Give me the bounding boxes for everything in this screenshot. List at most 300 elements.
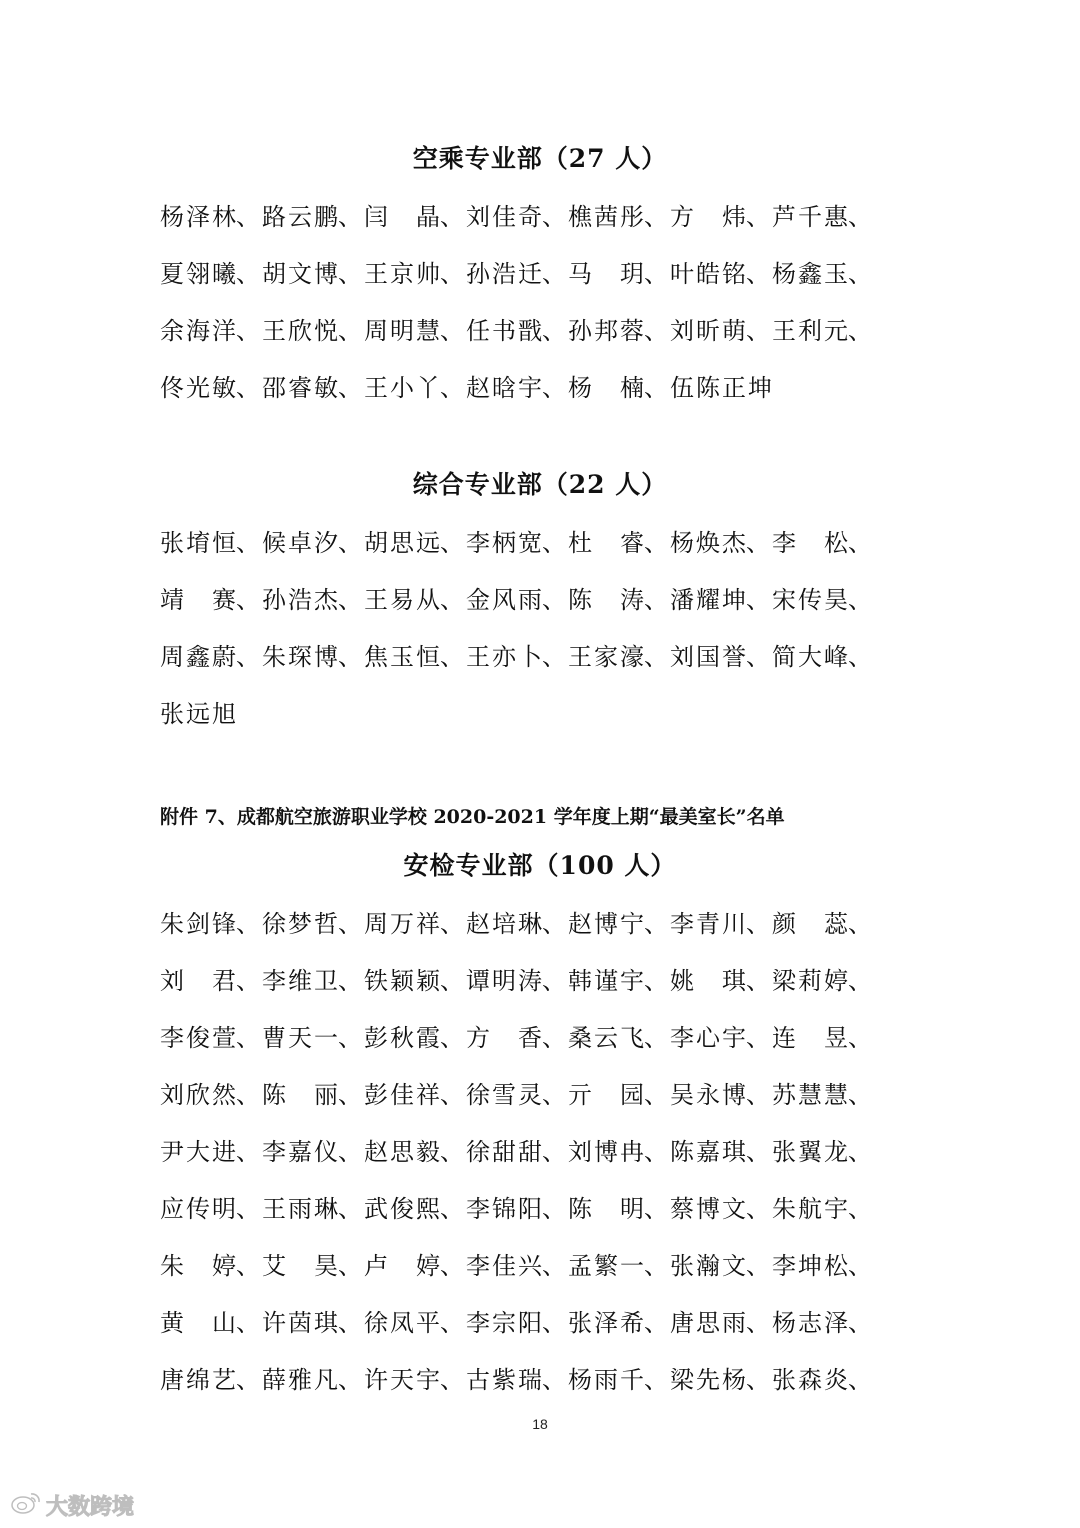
name-entry bbox=[670, 1134, 772, 1170]
name-separator: 、 bbox=[848, 967, 872, 995]
person-name: 杨志泽 bbox=[772, 1309, 848, 1337]
name-entry bbox=[262, 1077, 364, 1113]
person-name: 刘博冉 bbox=[568, 1138, 644, 1166]
name-separator: 、 bbox=[746, 1366, 770, 1394]
watermark bbox=[10, 1490, 134, 1520]
name-separator: 、 bbox=[236, 1309, 260, 1337]
name-row bbox=[160, 1191, 880, 1227]
person-name: 应传明 bbox=[160, 1195, 236, 1223]
name-row bbox=[160, 1248, 880, 1284]
name-separator: 、 bbox=[746, 643, 770, 671]
person-name: 徐凤平 bbox=[364, 1309, 440, 1337]
person-name: 张森炎 bbox=[772, 1366, 848, 1394]
person-name: 朱婷 bbox=[160, 1252, 236, 1280]
name-separator: 、 bbox=[644, 260, 668, 288]
name-row bbox=[160, 199, 880, 235]
name-entry bbox=[466, 199, 568, 235]
name-separator: 、 bbox=[236, 1366, 260, 1394]
person-name: 胡文博 bbox=[262, 260, 338, 288]
name-entry bbox=[160, 963, 262, 999]
name-row bbox=[160, 1077, 880, 1113]
name-separator: 、 bbox=[338, 910, 362, 938]
name-separator: 、 bbox=[236, 1138, 260, 1166]
name-entry bbox=[364, 1305, 466, 1341]
name-separator: 、 bbox=[542, 1024, 566, 1052]
person-name: 赵思毅 bbox=[364, 1138, 440, 1166]
name-separator: 、 bbox=[440, 317, 464, 345]
name-separator: 、 bbox=[644, 1252, 668, 1280]
name-separator: 、 bbox=[542, 910, 566, 938]
person-name: 刘佳奇 bbox=[466, 203, 542, 231]
name-entry bbox=[364, 199, 466, 235]
name-entry bbox=[670, 906, 772, 942]
name-entry bbox=[262, 582, 364, 618]
name-entry bbox=[670, 1020, 772, 1056]
name-entry bbox=[670, 370, 772, 406]
watermark-text: 大数跨境 bbox=[46, 1494, 135, 1520]
person-name: 杜睿 bbox=[568, 529, 644, 557]
person-name: 路云鹏 bbox=[262, 203, 338, 231]
name-separator: 、 bbox=[440, 1252, 464, 1280]
person-name: 樵茜彤 bbox=[568, 203, 644, 231]
person-name: 孟繁一 bbox=[568, 1252, 644, 1280]
name-separator: 、 bbox=[644, 317, 668, 345]
name-entry bbox=[160, 582, 262, 618]
person-name: 李坤松 bbox=[772, 1252, 848, 1280]
person-name: 杨楠 bbox=[568, 374, 644, 402]
name-separator: 、 bbox=[848, 643, 872, 671]
section-heading: 安检专业部（100 人） bbox=[403, 851, 677, 880]
person-name: 徐甜甜 bbox=[466, 1138, 542, 1166]
name-separator: 、 bbox=[338, 317, 362, 345]
person-name: 陈丽 bbox=[262, 1081, 338, 1109]
person-name: 伍陈正坤 bbox=[670, 374, 772, 402]
person-name: 陈涛 bbox=[568, 586, 644, 614]
person-name: 焦玉恒 bbox=[364, 643, 440, 671]
name-separator: 、 bbox=[746, 1195, 770, 1223]
name-separator: 、 bbox=[644, 1138, 668, 1166]
name-entry bbox=[160, 1134, 262, 1170]
person-name: 周明慧 bbox=[364, 317, 440, 345]
name-entry bbox=[364, 313, 466, 349]
name-entry bbox=[670, 313, 772, 349]
name-entry bbox=[160, 370, 262, 406]
name-separator: 、 bbox=[236, 1081, 260, 1109]
name-separator: 、 bbox=[338, 643, 362, 671]
person-name: 李松 bbox=[772, 529, 848, 557]
name-entry bbox=[568, 370, 670, 406]
name-row bbox=[160, 525, 880, 561]
person-name: 吴永博 bbox=[670, 1081, 746, 1109]
name-separator: 、 bbox=[542, 374, 566, 402]
person-name: 武俊熙 bbox=[364, 1195, 440, 1223]
name-row bbox=[160, 313, 880, 349]
name-entry bbox=[670, 1305, 772, 1341]
name-entry bbox=[160, 1191, 262, 1227]
person-name: 王家濠 bbox=[568, 643, 644, 671]
name-separator: 、 bbox=[848, 1024, 872, 1052]
name-separator: 、 bbox=[848, 1366, 872, 1394]
name-entry bbox=[772, 199, 874, 235]
name-separator: 、 bbox=[848, 260, 872, 288]
person-name: 潘耀坤 bbox=[670, 586, 746, 614]
name-separator: 、 bbox=[440, 1024, 464, 1052]
name-separator: 、 bbox=[440, 967, 464, 995]
name-separator: 、 bbox=[440, 529, 464, 557]
person-name: 刘昕萌 bbox=[670, 317, 746, 345]
name-separator: 、 bbox=[644, 1024, 668, 1052]
person-name: 李俊萱 bbox=[160, 1024, 236, 1052]
name-entry bbox=[772, 906, 874, 942]
name-entry bbox=[364, 256, 466, 292]
name-entry bbox=[466, 1020, 568, 1056]
name-separator: 、 bbox=[236, 1195, 260, 1223]
name-separator: 、 bbox=[338, 586, 362, 614]
name-entry bbox=[772, 1191, 874, 1227]
name-row bbox=[160, 256, 880, 292]
name-row bbox=[160, 1020, 880, 1056]
name-separator: 、 bbox=[542, 643, 566, 671]
name-separator: 、 bbox=[644, 910, 668, 938]
person-name: 徐梦哲 bbox=[262, 910, 338, 938]
person-name: 邵睿敏 bbox=[262, 374, 338, 402]
name-separator: 、 bbox=[542, 1138, 566, 1166]
name-entry bbox=[568, 1020, 670, 1056]
person-name: 赵培琳 bbox=[466, 910, 542, 938]
person-name: 艾昊 bbox=[262, 1252, 338, 1280]
person-name: 李维卫 bbox=[262, 967, 338, 995]
person-name: 刘君 bbox=[160, 967, 236, 995]
name-entry bbox=[160, 1362, 262, 1398]
section-heading: 综合专业部（22 人） bbox=[412, 470, 668, 499]
name-separator: 、 bbox=[848, 1195, 872, 1223]
name-separator: 、 bbox=[644, 203, 668, 231]
name-entry bbox=[568, 963, 670, 999]
name-separator: 、 bbox=[746, 910, 770, 938]
name-entry bbox=[160, 1020, 262, 1056]
person-name: 曹天一 bbox=[262, 1024, 338, 1052]
person-name: 张远旭 bbox=[160, 700, 236, 728]
name-separator: 、 bbox=[440, 1195, 464, 1223]
person-name: 王易从 bbox=[364, 586, 440, 614]
person-name: 宋传昊 bbox=[772, 586, 848, 614]
name-entry bbox=[262, 1362, 364, 1398]
name-separator: 、 bbox=[746, 1252, 770, 1280]
name-entry bbox=[160, 906, 262, 942]
name-separator: 、 bbox=[338, 529, 362, 557]
name-separator: 、 bbox=[338, 260, 362, 288]
name-entry bbox=[262, 1248, 364, 1284]
name-separator: 、 bbox=[338, 1138, 362, 1166]
person-name: 韩谨宇 bbox=[568, 967, 644, 995]
name-entry bbox=[364, 1020, 466, 1056]
person-name: 梁莉婷 bbox=[772, 967, 848, 995]
name-entry bbox=[568, 582, 670, 618]
name-entry bbox=[670, 1248, 772, 1284]
person-name: 徐雪灵 bbox=[466, 1081, 542, 1109]
name-row bbox=[160, 696, 880, 732]
person-name: 王小丫 bbox=[364, 374, 440, 402]
name-separator: 、 bbox=[440, 586, 464, 614]
name-separator: 、 bbox=[440, 910, 464, 938]
name-entry bbox=[466, 1362, 568, 1398]
name-entry bbox=[568, 906, 670, 942]
name-entry bbox=[364, 1134, 466, 1170]
name-separator: 、 bbox=[746, 317, 770, 345]
name-entry bbox=[262, 639, 364, 675]
name-row bbox=[160, 370, 880, 406]
name-separator: 、 bbox=[542, 1366, 566, 1394]
person-name: 陈嘉琪 bbox=[670, 1138, 746, 1166]
name-entry bbox=[670, 582, 772, 618]
person-name: 马玥 bbox=[568, 260, 644, 288]
person-name: 苏慧慧 bbox=[772, 1081, 848, 1109]
person-name: 李宗阳 bbox=[466, 1309, 542, 1337]
name-separator: 、 bbox=[746, 586, 770, 614]
name-separator: 、 bbox=[440, 1309, 464, 1337]
person-name: 彭秋霞 bbox=[364, 1024, 440, 1052]
person-name: 赵博宁 bbox=[568, 910, 644, 938]
name-entry bbox=[772, 1020, 874, 1056]
name-separator: 、 bbox=[236, 910, 260, 938]
name-entry bbox=[772, 1305, 874, 1341]
name-separator: 、 bbox=[338, 374, 362, 402]
name-entry bbox=[568, 1305, 670, 1341]
name-entry bbox=[568, 525, 670, 561]
name-separator: 、 bbox=[644, 529, 668, 557]
person-name: 姚琪 bbox=[670, 967, 746, 995]
name-separator: 、 bbox=[746, 203, 770, 231]
name-separator: 、 bbox=[236, 643, 260, 671]
name-separator: 、 bbox=[440, 203, 464, 231]
name-separator: 、 bbox=[848, 1252, 872, 1280]
name-entry bbox=[772, 1248, 874, 1284]
person-name: 古紫瑞 bbox=[466, 1366, 542, 1394]
person-name: 朱剑锋 bbox=[160, 910, 236, 938]
name-entry bbox=[466, 313, 568, 349]
person-name: 王亦卜 bbox=[466, 643, 542, 671]
name-entry bbox=[262, 963, 364, 999]
name-entry bbox=[160, 1248, 262, 1284]
person-name: 陈明 bbox=[568, 1195, 644, 1223]
name-separator: 、 bbox=[338, 1195, 362, 1223]
name-separator: 、 bbox=[338, 967, 362, 995]
name-entry bbox=[160, 199, 262, 235]
name-separator: 、 bbox=[848, 1081, 872, 1109]
name-entry bbox=[262, 199, 364, 235]
name-separator: 、 bbox=[338, 1252, 362, 1280]
person-name: 尹大进 bbox=[160, 1138, 236, 1166]
name-entry bbox=[364, 370, 466, 406]
name-entry bbox=[466, 1077, 568, 1113]
name-entry bbox=[466, 525, 568, 561]
name-separator: 、 bbox=[542, 967, 566, 995]
name-entry bbox=[364, 906, 466, 942]
name-separator: 、 bbox=[542, 1309, 566, 1337]
name-entry bbox=[670, 1077, 772, 1113]
name-separator: 、 bbox=[236, 1252, 260, 1280]
name-entry bbox=[262, 1191, 364, 1227]
person-name: 张泽希 bbox=[568, 1309, 644, 1337]
name-entry bbox=[364, 525, 466, 561]
name-separator: 、 bbox=[236, 260, 260, 288]
name-separator: 、 bbox=[848, 203, 872, 231]
name-entry bbox=[772, 313, 874, 349]
name-entry bbox=[568, 639, 670, 675]
person-name: 刘欣然 bbox=[160, 1081, 236, 1109]
person-name: 闫晶 bbox=[364, 203, 440, 231]
name-entry bbox=[262, 313, 364, 349]
name-entry bbox=[364, 1077, 466, 1113]
name-entry bbox=[262, 1020, 364, 1056]
name-row bbox=[160, 963, 880, 999]
name-entry bbox=[568, 1191, 670, 1227]
name-entry bbox=[772, 1362, 874, 1398]
name-entry bbox=[670, 1362, 772, 1398]
name-entry bbox=[262, 1305, 364, 1341]
person-name: 胡思远 bbox=[364, 529, 440, 557]
person-name: 颜蕊 bbox=[772, 910, 848, 938]
name-entry bbox=[670, 963, 772, 999]
name-separator: 、 bbox=[236, 529, 260, 557]
name-entry bbox=[568, 1134, 670, 1170]
name-entry bbox=[568, 199, 670, 235]
name-separator: 、 bbox=[440, 374, 464, 402]
name-row bbox=[160, 639, 880, 675]
name-entry bbox=[262, 525, 364, 561]
name-entry bbox=[466, 963, 568, 999]
name-separator: 、 bbox=[746, 1138, 770, 1166]
name-separator: 、 bbox=[644, 586, 668, 614]
name-separator: 、 bbox=[338, 1081, 362, 1109]
person-name: 李心宇 bbox=[670, 1024, 746, 1052]
name-entry bbox=[670, 1191, 772, 1227]
name-separator: 、 bbox=[440, 260, 464, 288]
person-name: 任书戬 bbox=[466, 317, 542, 345]
name-row bbox=[160, 1362, 880, 1398]
person-name: 朱琛博 bbox=[262, 643, 338, 671]
name-entry bbox=[772, 963, 874, 999]
name-entry bbox=[262, 370, 364, 406]
name-entry bbox=[466, 582, 568, 618]
name-row bbox=[160, 906, 880, 942]
person-name: 李青川 bbox=[670, 910, 746, 938]
person-name: 杨泽林 bbox=[160, 203, 236, 231]
name-entry bbox=[670, 639, 772, 675]
name-separator: 、 bbox=[644, 643, 668, 671]
name-separator: 、 bbox=[236, 586, 260, 614]
name-separator: 、 bbox=[644, 1309, 668, 1337]
name-separator: 、 bbox=[644, 1081, 668, 1109]
person-name: 彭佳祥 bbox=[364, 1081, 440, 1109]
name-separator: 、 bbox=[542, 1081, 566, 1109]
name-entry bbox=[772, 1134, 874, 1170]
person-name: 杨鑫玉 bbox=[772, 260, 848, 288]
person-name: 金风雨 bbox=[466, 586, 542, 614]
name-entry bbox=[568, 1248, 670, 1284]
name-separator: 、 bbox=[848, 1309, 872, 1337]
name-row bbox=[160, 1134, 880, 1170]
person-name: 王雨琳 bbox=[262, 1195, 338, 1223]
name-separator: 、 bbox=[440, 1081, 464, 1109]
person-name: 佟光敏 bbox=[160, 374, 236, 402]
person-name: 孙浩迁 bbox=[466, 260, 542, 288]
name-entry bbox=[364, 963, 466, 999]
name-entry bbox=[364, 582, 466, 618]
person-name: 朱航宇 bbox=[772, 1195, 848, 1223]
person-name: 李柄宽 bbox=[466, 529, 542, 557]
person-name: 许天宇 bbox=[364, 1366, 440, 1394]
name-separator: 、 bbox=[746, 1081, 770, 1109]
name-separator: 、 bbox=[338, 1309, 362, 1337]
name-entry bbox=[262, 256, 364, 292]
name-entry bbox=[670, 525, 772, 561]
name-separator: 、 bbox=[338, 1366, 362, 1394]
person-name: 李佳兴 bbox=[466, 1252, 542, 1280]
name-entry bbox=[364, 1248, 466, 1284]
person-name: 谭明涛 bbox=[466, 967, 542, 995]
name-entry bbox=[364, 1191, 466, 1227]
person-name: 杨焕杰 bbox=[670, 529, 746, 557]
name-entry bbox=[772, 582, 874, 618]
name-separator: 、 bbox=[848, 529, 872, 557]
name-entry bbox=[160, 256, 262, 292]
person-name: 李锦阳 bbox=[466, 1195, 542, 1223]
name-entry bbox=[160, 313, 262, 349]
name-entry bbox=[466, 1191, 568, 1227]
name-separator: 、 bbox=[542, 529, 566, 557]
section-heading: 空乘专业部（27 人） bbox=[412, 144, 668, 173]
person-name: 简大峰 bbox=[772, 643, 848, 671]
person-name: 蔡博文 bbox=[670, 1195, 746, 1223]
name-entry bbox=[262, 1134, 364, 1170]
person-name: 唐思雨 bbox=[670, 1309, 746, 1337]
name-entry bbox=[160, 639, 262, 675]
name-entry bbox=[670, 256, 772, 292]
person-name: 刘国誉 bbox=[670, 643, 746, 671]
name-separator: 、 bbox=[236, 203, 260, 231]
person-name: 桑云飞 bbox=[568, 1024, 644, 1052]
name-separator: 、 bbox=[644, 374, 668, 402]
name-entry bbox=[160, 696, 262, 732]
weibo-logo-icon bbox=[10, 1490, 42, 1520]
name-entry bbox=[466, 256, 568, 292]
name-entry bbox=[466, 1134, 568, 1170]
name-separator: 、 bbox=[440, 1138, 464, 1166]
name-entry bbox=[364, 1362, 466, 1398]
name-separator: 、 bbox=[848, 586, 872, 614]
name-entry bbox=[160, 1305, 262, 1341]
person-name: 梁先杨 bbox=[670, 1366, 746, 1394]
person-name: 铁颖颖 bbox=[364, 967, 440, 995]
name-separator: 、 bbox=[236, 317, 260, 345]
person-name: 靖赛 bbox=[160, 586, 236, 614]
person-name: 唐绵艺 bbox=[160, 1366, 236, 1394]
attachment-title: 附件 7、成都航空旅游职业学校 2020-2021 学年度上期“最美室长”名单 bbox=[160, 806, 785, 828]
name-separator: 、 bbox=[542, 586, 566, 614]
person-name: 方香 bbox=[466, 1024, 542, 1052]
name-separator: 、 bbox=[746, 967, 770, 995]
person-name: 黄山 bbox=[160, 1309, 236, 1337]
name-entry bbox=[772, 1077, 874, 1113]
name-entry bbox=[466, 1305, 568, 1341]
name-entry bbox=[466, 1248, 568, 1284]
name-entry bbox=[670, 199, 772, 235]
name-entry bbox=[160, 525, 262, 561]
name-separator: 、 bbox=[644, 1366, 668, 1394]
person-name: 许茵琪 bbox=[262, 1309, 338, 1337]
name-separator: 、 bbox=[746, 529, 770, 557]
